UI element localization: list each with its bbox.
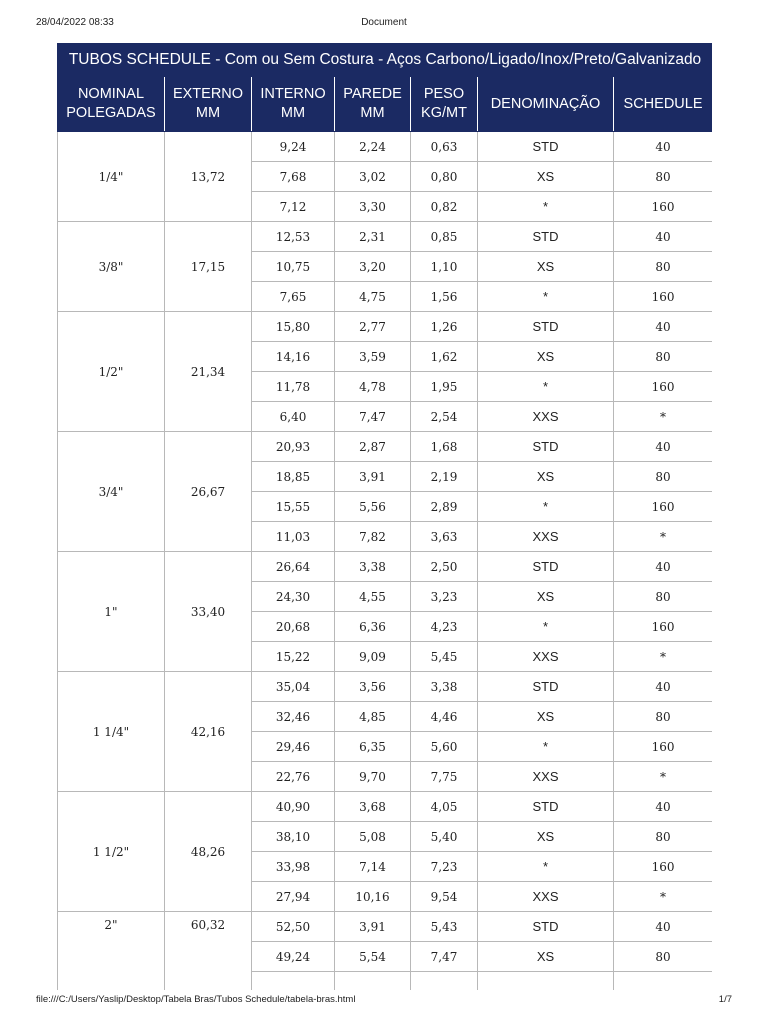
cell-peso: 1,68 [411, 432, 478, 462]
cell-externo: 26,67 [165, 432, 252, 552]
cell-externo: 17,15 [165, 222, 252, 312]
cell-parede: 7,47 [335, 402, 411, 432]
cell-externo: 21,34 [165, 312, 252, 432]
cell-interno: 22,76 [252, 762, 335, 792]
cell-externo: 42,16 [165, 672, 252, 792]
cell-externo: 13,72 [165, 132, 252, 222]
cell-parede: 3,56 [335, 672, 411, 702]
cell-denominacao: STD [478, 552, 614, 582]
table-title: TUBOS SCHEDULE - Com ou Sem Costura - Aços Carbono/Ligado/Inox/Preto/Galvanizado [58, 44, 713, 77]
cell-peso: 5,60 [411, 732, 478, 762]
cell-schedule: * [614, 402, 713, 432]
cell-denominacao: XXS [478, 762, 614, 792]
cell-parede: 10,16 [335, 882, 411, 912]
cell-schedule: * [614, 642, 713, 672]
header-nominal [58, 77, 165, 132]
cell-peso [411, 972, 478, 991]
cell-interno: 20,68 [252, 612, 335, 642]
cell-schedule: 160 [614, 492, 713, 522]
cell-interno: 9,24 [252, 132, 335, 162]
cell-peso: 3,63 [411, 522, 478, 552]
cell-peso: 3,38 [411, 672, 478, 702]
cell-peso: 0,82 [411, 192, 478, 222]
header-line: MM [360, 105, 385, 121]
cell-peso: 0,80 [411, 162, 478, 192]
table-row [58, 222, 713, 252]
cell-interno [252, 972, 335, 991]
cell-interno: 14,16 [252, 342, 335, 372]
cell-interno: 49,24 [252, 942, 335, 972]
cell-interno: 15,55 [252, 492, 335, 522]
cell-peso: 4,46 [411, 702, 478, 732]
cell-parede: 3,91 [335, 462, 411, 492]
header-interno [252, 77, 335, 132]
header-peso [411, 77, 478, 132]
cell-denominacao: STD [478, 312, 614, 342]
print-header [36, 14, 732, 30]
cell-denominacao: * [478, 192, 614, 222]
document-title: Document [361, 17, 407, 28]
cell-parede: 3,20 [335, 252, 411, 282]
cell-nominal: 3/4" [58, 432, 165, 552]
cell-nominal: 1 1/2" [58, 792, 165, 912]
cell-denominacao: STD [478, 792, 614, 822]
cell-interno: 20,93 [252, 432, 335, 462]
cell-denominacao: * [478, 612, 614, 642]
table-row [58, 312, 713, 342]
header-line: MM [195, 105, 221, 121]
cell-denominacao: XS [478, 702, 614, 732]
cell-schedule: 40 [614, 222, 713, 252]
cell-interno: 10,75 [252, 252, 335, 282]
cell-denominacao: * [478, 282, 614, 312]
cell-denominacao: XXS [478, 642, 614, 672]
table-row [58, 912, 713, 942]
table-row [58, 132, 713, 162]
header-line: PESO [423, 86, 465, 102]
cell-denominacao: XS [478, 582, 614, 612]
cell-schedule: 40 [614, 672, 713, 702]
cell-peso: 0,63 [411, 132, 478, 162]
cell-interno: 7,12 [252, 192, 335, 222]
table-header-row [58, 77, 713, 132]
cell-parede: 5,56 [335, 492, 411, 522]
cell-parede: 9,70 [335, 762, 411, 792]
cell-peso: 3,23 [411, 582, 478, 612]
header-line: INTERNO [260, 86, 326, 102]
cell-interno: 40,90 [252, 792, 335, 822]
cell-externo: 33,40 [165, 552, 252, 672]
cell-schedule: 160 [614, 732, 713, 762]
cell-interno: 15,80 [252, 312, 335, 342]
cell-schedule [614, 972, 713, 991]
cell-denominacao: XXS [478, 402, 614, 432]
cell-interno: 35,04 [252, 672, 335, 702]
cell-parede: 2,77 [335, 312, 411, 342]
cell-schedule: 160 [614, 282, 713, 312]
cell-parede: 2,31 [335, 222, 411, 252]
cell-denominacao: XS [478, 162, 614, 192]
cell-schedule: 40 [614, 312, 713, 342]
cell-denominacao: STD [478, 222, 614, 252]
cell-peso: 1,26 [411, 312, 478, 342]
cell-denominacao: * [478, 372, 614, 402]
cell-peso: 5,40 [411, 822, 478, 852]
table-row [58, 552, 713, 582]
cell-interno: 38,10 [252, 822, 335, 852]
header-line: POLEGADAS [66, 105, 156, 121]
cell-denominacao: STD [478, 912, 614, 942]
cell-denominacao: STD [478, 432, 614, 462]
cell-interno: 11,78 [252, 372, 335, 402]
cell-schedule: * [614, 882, 713, 912]
cell-denominacao: XS [478, 942, 614, 972]
cell-interno: 29,46 [252, 732, 335, 762]
cell-peso: 2,19 [411, 462, 478, 492]
cell-peso: 9,54 [411, 882, 478, 912]
cell-denominacao: STD [478, 672, 614, 702]
cell-peso: 2,54 [411, 402, 478, 432]
cell-parede: 4,55 [335, 582, 411, 612]
header-denominacao [478, 77, 614, 132]
cell-parede: 3,30 [335, 192, 411, 222]
table-row [58, 432, 713, 462]
cell-denominacao: STD [478, 132, 614, 162]
cell-schedule: 80 [614, 342, 713, 372]
cell-denominacao: XS [478, 342, 614, 372]
cell-schedule: 40 [614, 432, 713, 462]
cell-parede: 3,02 [335, 162, 411, 192]
cell-schedule: 80 [614, 702, 713, 732]
cell-interno: 26,64 [252, 552, 335, 582]
cell-denominacao: * [478, 732, 614, 762]
cell-parede: 3,91 [335, 912, 411, 942]
cell-schedule: 80 [614, 942, 713, 972]
cell-nominal: 1" [58, 552, 165, 672]
cell-parede: 2,87 [335, 432, 411, 462]
cell-denominacao: XS [478, 462, 614, 492]
cell-peso: 4,23 [411, 612, 478, 642]
cell-externo: 60,32 [165, 912, 252, 991]
cell-schedule: 80 [614, 582, 713, 612]
cell-parede: 9,09 [335, 642, 411, 672]
cell-denominacao: * [478, 852, 614, 882]
cell-interno: 18,85 [252, 462, 335, 492]
header-line: MM [280, 105, 306, 121]
cell-denominacao: XS [478, 252, 614, 282]
header-schedule [614, 77, 713, 132]
header-line: PAREDE [343, 86, 402, 102]
cell-denominacao: * [478, 492, 614, 522]
cell-interno: 11,03 [252, 522, 335, 552]
cell-parede: 2,24 [335, 132, 411, 162]
cell-interno: 24,30 [252, 582, 335, 612]
cell-schedule: 160 [614, 372, 713, 402]
page-number: 1/7 [718, 994, 732, 1005]
table-container [57, 43, 712, 990]
cell-parede: 7,14 [335, 852, 411, 882]
cell-peso: 7,23 [411, 852, 478, 882]
table-body [58, 132, 713, 991]
cell-parede: 4,78 [335, 372, 411, 402]
cell-peso: 5,45 [411, 642, 478, 672]
cell-peso: 1,62 [411, 342, 478, 372]
cell-nominal: 1/4" [58, 132, 165, 222]
table-row [58, 672, 713, 702]
cell-interno: 32,46 [252, 702, 335, 732]
cell-nominal: 1/2" [58, 312, 165, 432]
cell-peso: 1,56 [411, 282, 478, 312]
file-path: file:///C:/Users/Yaslip/Desktop/Tabela Bras/Tubos Schedule/tabela-bras.html [36, 994, 356, 1005]
schedule-table [57, 43, 712, 990]
cell-schedule: 80 [614, 162, 713, 192]
cell-interno: 7,65 [252, 282, 335, 312]
cell-schedule: * [614, 762, 713, 792]
cell-interno: 27,94 [252, 882, 335, 912]
table-row [58, 792, 713, 822]
cell-denominacao: XS [478, 822, 614, 852]
header-parede [335, 77, 411, 132]
cell-schedule: 160 [614, 852, 713, 882]
cell-schedule: 80 [614, 462, 713, 492]
cell-schedule: 40 [614, 132, 713, 162]
header-line: DENOMINAÇÃO [490, 95, 601, 112]
cell-interno: 6,40 [252, 402, 335, 432]
print-date: 28/04/2022 08:33 [36, 17, 114, 28]
cell-externo: 48,26 [165, 792, 252, 912]
cell-peso: 0,85 [411, 222, 478, 252]
cell-nominal: 3/8" [58, 222, 165, 312]
table-title-row [58, 44, 713, 77]
cell-parede: 6,35 [335, 732, 411, 762]
cell-parede: 3,68 [335, 792, 411, 822]
cell-peso: 1,95 [411, 372, 478, 402]
cell-nominal: 2" [58, 912, 165, 991]
cell-peso: 7,47 [411, 942, 478, 972]
cell-schedule: 40 [614, 912, 713, 942]
cell-parede: 4,75 [335, 282, 411, 312]
cell-interno: 7,68 [252, 162, 335, 192]
cell-parede: 5,08 [335, 822, 411, 852]
header-externo [165, 77, 252, 132]
cell-parede: 3,38 [335, 552, 411, 582]
cell-parede: 3,59 [335, 342, 411, 372]
cell-schedule: 80 [614, 822, 713, 852]
header-line: KG/MT [421, 105, 467, 121]
cell-peso: 1,10 [411, 252, 478, 282]
cell-peso: 2,89 [411, 492, 478, 522]
cell-schedule: 40 [614, 792, 713, 822]
print-footer [36, 992, 732, 1008]
cell-peso: 7,75 [411, 762, 478, 792]
header-line: NOMINAL [77, 86, 145, 102]
cell-interno: 52,50 [252, 912, 335, 942]
cell-schedule: 160 [614, 192, 713, 222]
cell-parede: 7,82 [335, 522, 411, 552]
header-line: EXTERNO [172, 86, 244, 102]
cell-interno: 15,22 [252, 642, 335, 672]
cell-parede [335, 972, 411, 991]
cell-peso: 4,05 [411, 792, 478, 822]
cell-denominacao [478, 972, 614, 991]
cell-interno: 33,98 [252, 852, 335, 882]
cell-parede: 4,85 [335, 702, 411, 732]
cell-peso: 2,50 [411, 552, 478, 582]
cell-nominal: 1 1/4" [58, 672, 165, 792]
cell-schedule: 160 [614, 612, 713, 642]
cell-interno: 12,53 [252, 222, 335, 252]
cell-schedule: 40 [614, 552, 713, 582]
cell-schedule: 80 [614, 252, 713, 282]
cell-denominacao: XXS [478, 522, 614, 552]
cell-schedule: * [614, 522, 713, 552]
cell-parede: 6,36 [335, 612, 411, 642]
cell-denominacao: XXS [478, 882, 614, 912]
cell-peso: 5,43 [411, 912, 478, 942]
cell-parede: 5,54 [335, 942, 411, 972]
header-line: SCHEDULE [623, 95, 703, 112]
